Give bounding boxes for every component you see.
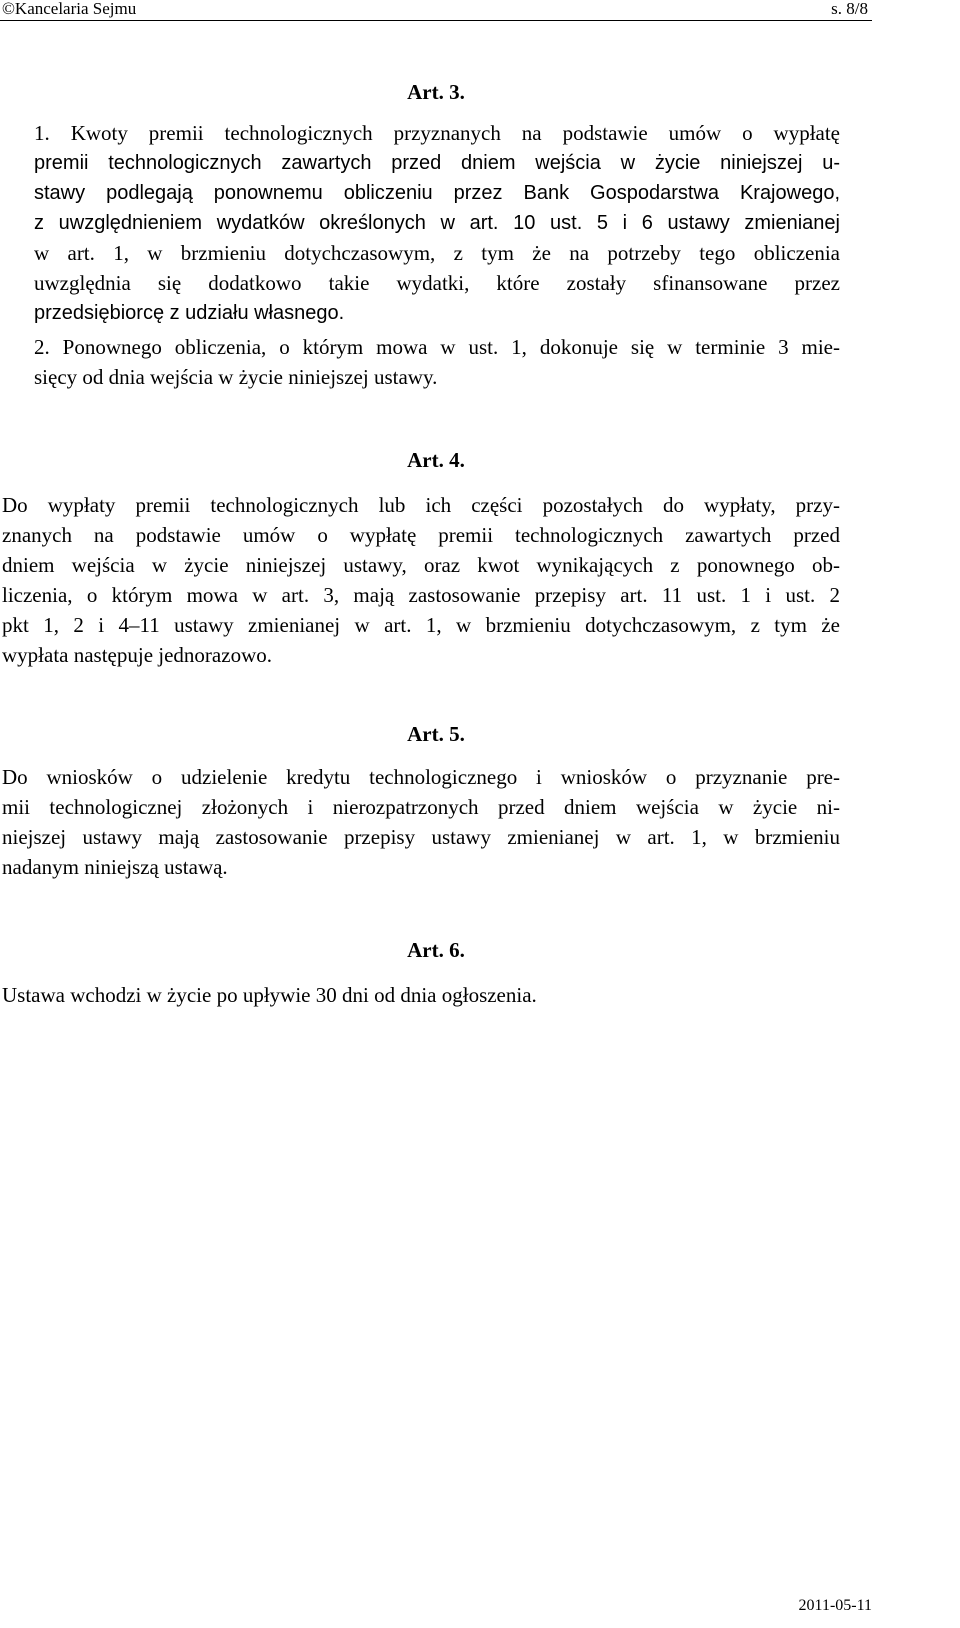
text-line: z uwzględnieniem wydatków określonych w art. 10 ust. 5 i 6 ustawy zmienianej [34, 212, 840, 234]
footer-date: 2011-05-11 [798, 1597, 872, 1614]
text-line: Ustawa wchodzi w życie po upływie 30 dni od dnia ogłoszenia. [2, 983, 537, 1007]
art-5-paragraph [2, 762, 840, 882]
text-line: pkt 1, 2 i 4–11 ustawy zmienianej w art. 1, w brzmieniu dotychczasowym, z tym że [2, 613, 840, 637]
art-4-paragraph [2, 490, 840, 670]
art-4-title: Art. 4. [407, 448, 465, 472]
art-6-paragraph [2, 980, 840, 1010]
art-3-paragraph-2 [34, 332, 840, 392]
page-number: s. 8/8 [831, 0, 868, 18]
text-line: sięcy od dnia wejścia w życie niniejszej ustawy. [34, 365, 438, 389]
text-line: nadanym niniejszą ustawą. [2, 855, 228, 879]
text-line: znanych na podstawie umów o wypłatę premii technologicznych zawartych przed [2, 523, 840, 547]
art-5-title: Art. 5. [407, 722, 465, 746]
art-3-paragraph-1 [34, 118, 840, 328]
text-line: liczenia, o którym mowa w art. 3, mają zastosowanie przepisy art. 11 ust. 1 i ust. 2 [2, 583, 840, 607]
text-line: przedsiębiorcę z udziału własnego. [34, 302, 345, 324]
copyright-text: ©Kancelaria Sejmu [2, 0, 137, 18]
text-line: uwzględnia się dodatkowo takie wydatki, które zostały sfinansowane przez [34, 271, 840, 295]
page-header [0, 0, 872, 21]
art-3-title: Art. 3. [407, 80, 465, 104]
text-line: stawy podlegają ponownemu obliczeniu przez Bank Gospodarstwa Krajowego, [34, 182, 840, 204]
text-line: 1. Kwoty premii technologicznych przyznanych na podstawie umów o wypłatę [34, 121, 840, 145]
text-line: 2. Ponownego obliczenia, o którym mowa w ust. 1, dokonuje się w terminie 3 mie- [34, 335, 840, 359]
text-line: w art. 1, w brzmieniu dotychczasowym, z tym że na potrzeby tego obliczenia [34, 241, 840, 265]
text-line: premii technologicznych zawartych przed dniem wejścia w życie niniejszej u- [34, 152, 840, 174]
text-line: dniem wejścia w życie niniejszej ustawy, oraz kwot wynikających z ponownego ob- [2, 553, 840, 577]
text-line: wypłata następuje jednorazowo. [2, 643, 272, 667]
text-line: mii technologicznej złożonych i nierozpatrzonych przed dniem wejścia w życie ni- [2, 795, 840, 819]
text-line: Do wypłaty premii technologicznych lub ich części pozostałych do wypłaty, przy- [2, 493, 840, 517]
text-line: Do wniosków o udzielenie kredytu technologicznego i wniosków o przyznanie pre- [2, 765, 840, 789]
art-6-title: Art. 6. [407, 938, 465, 962]
text-line: niejszej ustawy mają zastosowanie przepisy ustawy zmienianej w art. 1, w brzmieniu [2, 825, 840, 849]
